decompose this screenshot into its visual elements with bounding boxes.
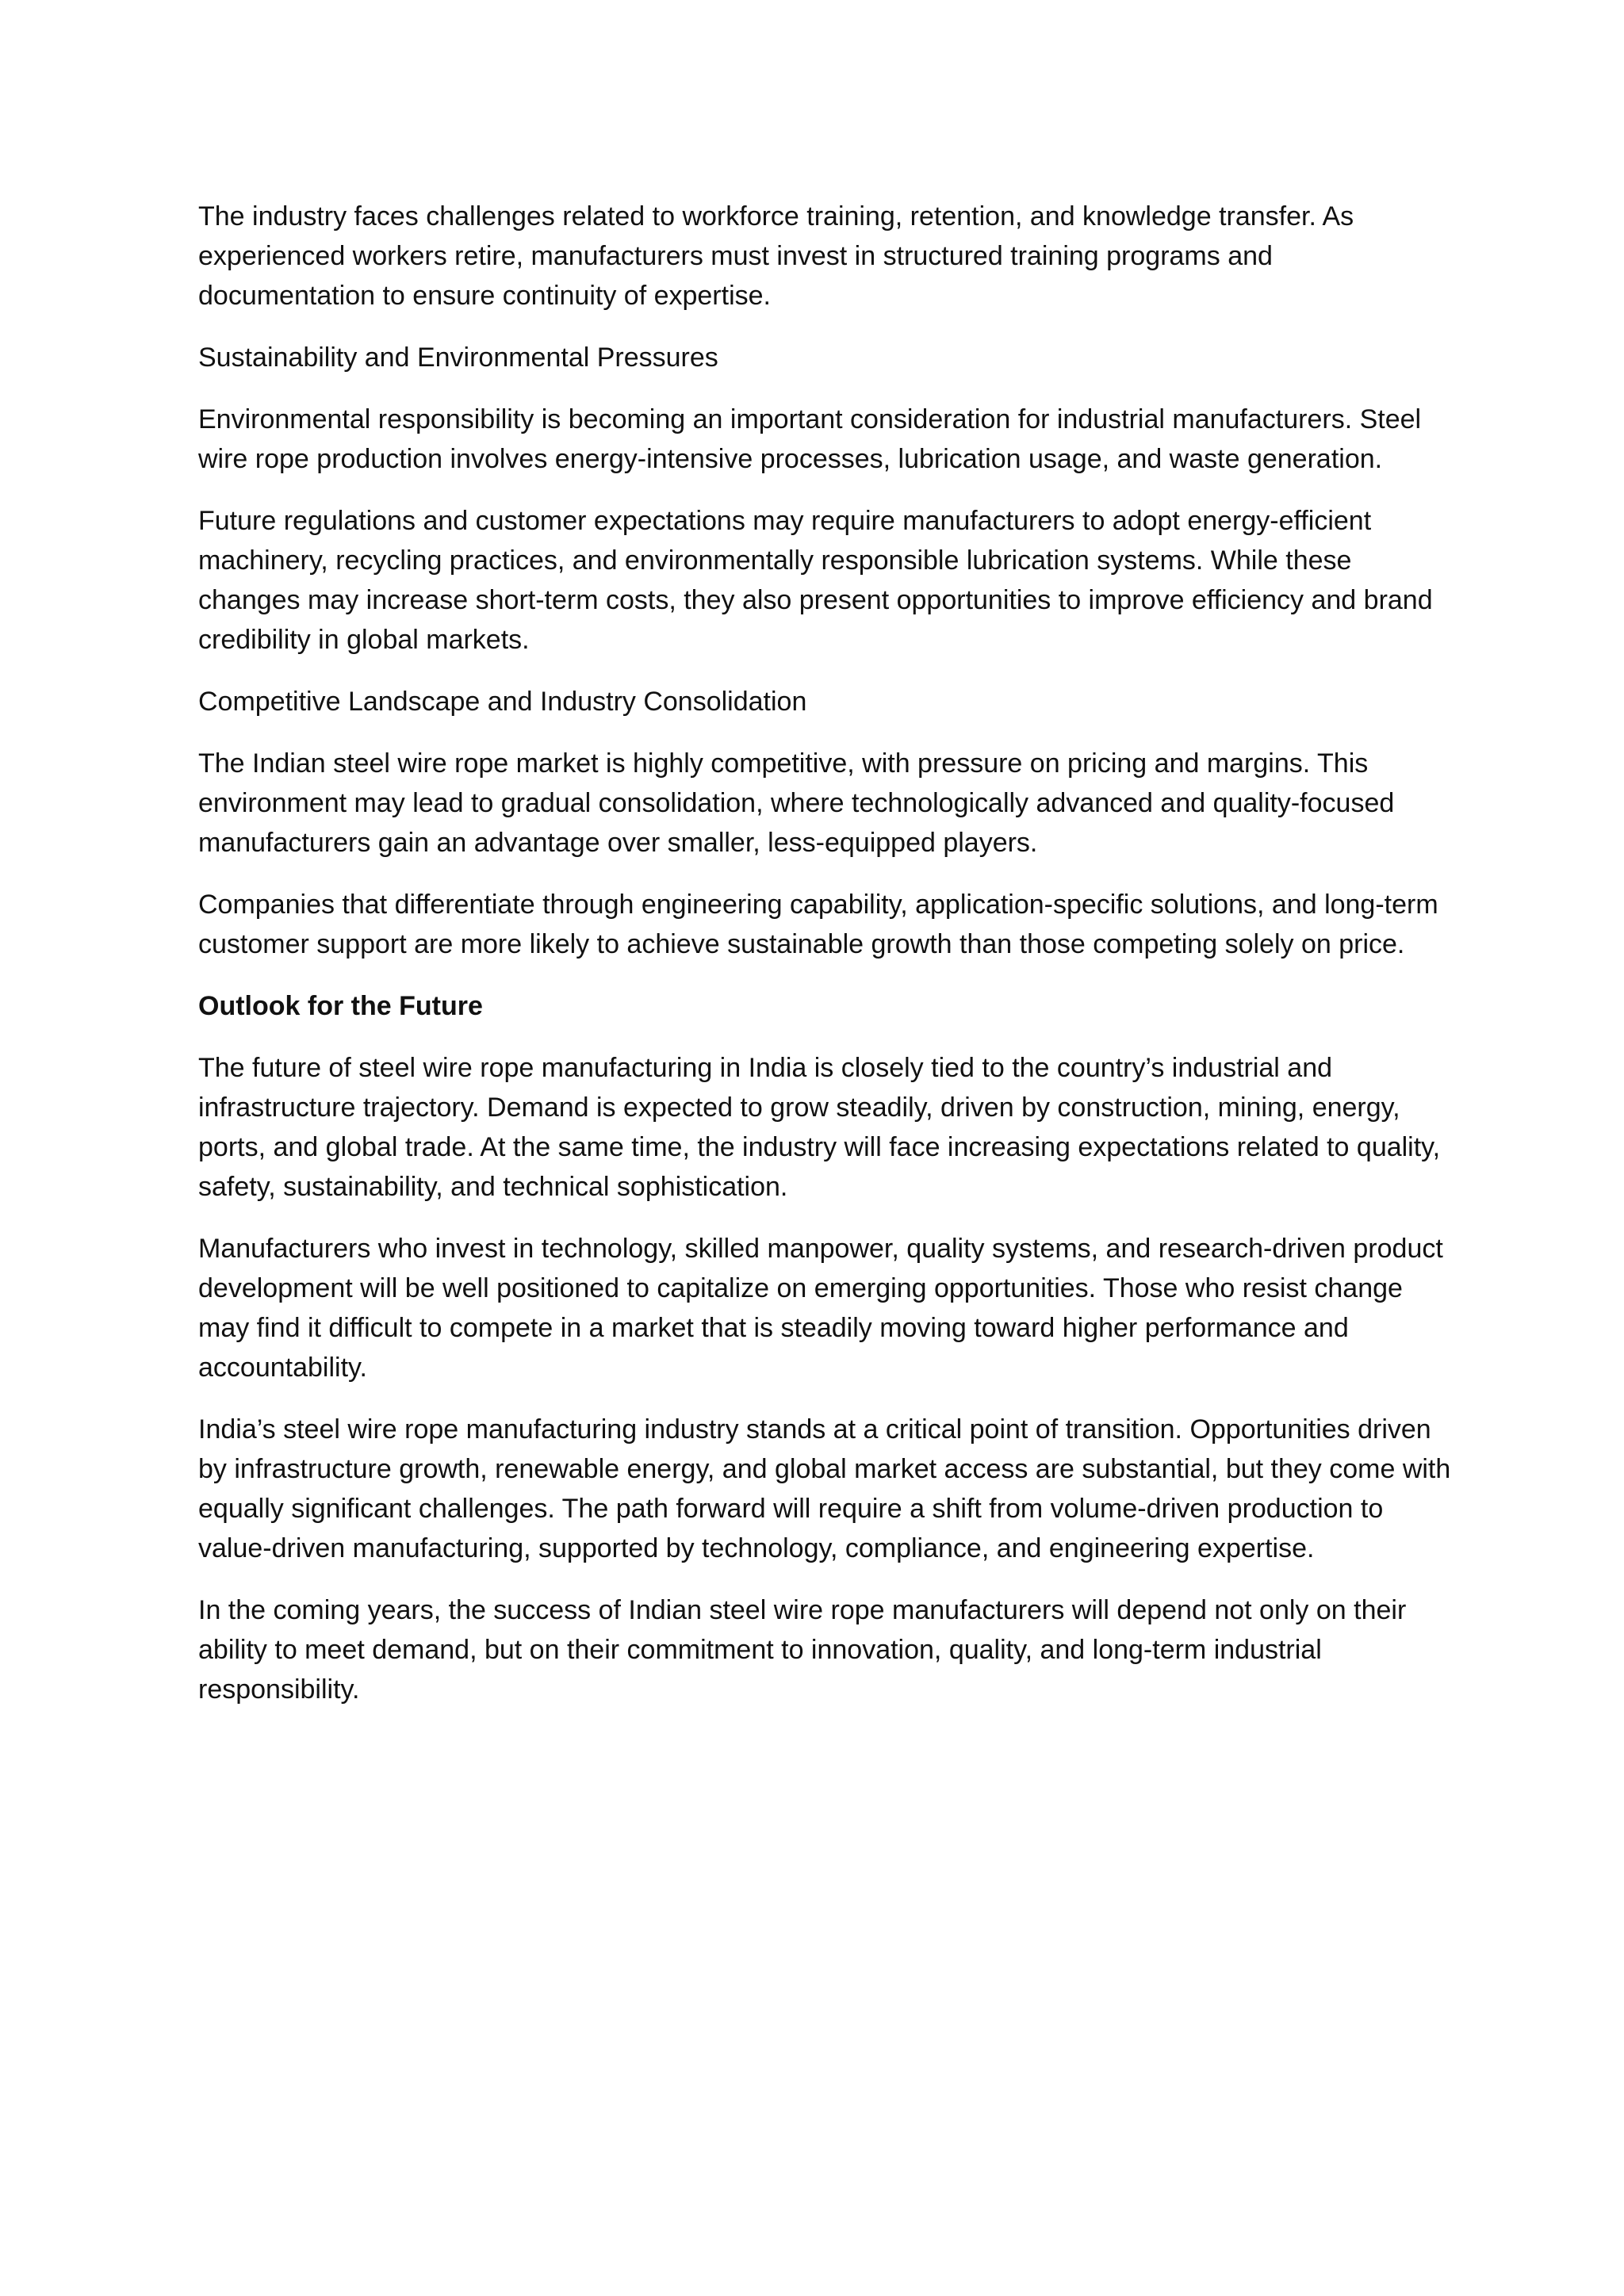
paragraph-future-demand: The future of steel wire rope manufacturing in India is closely tied to the country’s industrial and infrastructure trajectory. Demand is expected to grow steadily, driven by construction, mining, energy, ports, and global trade. At the same time, the industry will face increasing expectations related to quality, safety, sustainability, and technical sophistication. [198, 1053, 1441, 1202]
paragraph-conclusion: In the coming years, the success of Indian steel wire rope manufacturers will depend not only on their ability to meet demand, but on their commitment to innovation, quality, and long-term industrial responsibility. [198, 1595, 1407, 1705]
paragraph-differentiation: Companies that differentiate through engineering capability, application-specific solutions, and long-term customer support are more likely to achieve sustainable growth than those competing solely on price. [198, 890, 1438, 959]
document-body [198, 197, 1451, 1732]
paragraph-investment: Manufacturers who invest in technology, skilled manpower, quality systems, and research-driven product development will be well positioned to capitalize on emerging opportunities. Those who resist change may find it difficult to compete in a market that is steadily moving toward higher performance and accountability. [198, 1234, 1443, 1383]
paragraph-future-regulations: Future regulations and customer expectations may require manufacturers to adopt energy-efficient machinery, recycling practices, and environmentally responsible lubrication systems. While these changes may increase short-term costs, they also present opportunities to improve efficiency and brand credibility in global markets. [198, 506, 1433, 655]
subheading-competitive-landscape: Competitive Landscape and Industry Consolidation [198, 687, 807, 717]
paragraph-workforce-challenges: The industry faces challenges related to workforce training, retention, and knowledge transfer. As experienced workers retire, manufacturers must invest in structured training programs and documentation to ensure continuity of expertise. [198, 201, 1354, 311]
subheading-sustainability: Sustainability and Environmental Pressures [198, 342, 718, 373]
paragraph-market-competition: The Indian steel wire rope market is highly competitive, with pressure on pricing and margins. This environment may lead to gradual consolidation, where technologically advanced and quality-focused manufacturers gain an advantage over smaller, less-equipped players. [198, 748, 1395, 858]
paragraph-transition: India’s steel wire rope manufacturing industry stands at a critical point of transition. Opportunities driven by infrastructure growth, renewable energy, and global market access are substantial, but they come with equally significant challenges. The path forward will require a shift from volume-driven production to value-driven manufacturing, supported by technology, compliance, and engineering expertise. [198, 1414, 1451, 1563]
paragraph-environmental-responsibility: Environmental responsibility is becoming an important consideration for industrial manufacturers. Steel wire rope production involves energy-intensive processes, lubrication usage, and waste generation. [198, 404, 1422, 474]
heading-outlook: Outlook for the Future [198, 991, 483, 1021]
